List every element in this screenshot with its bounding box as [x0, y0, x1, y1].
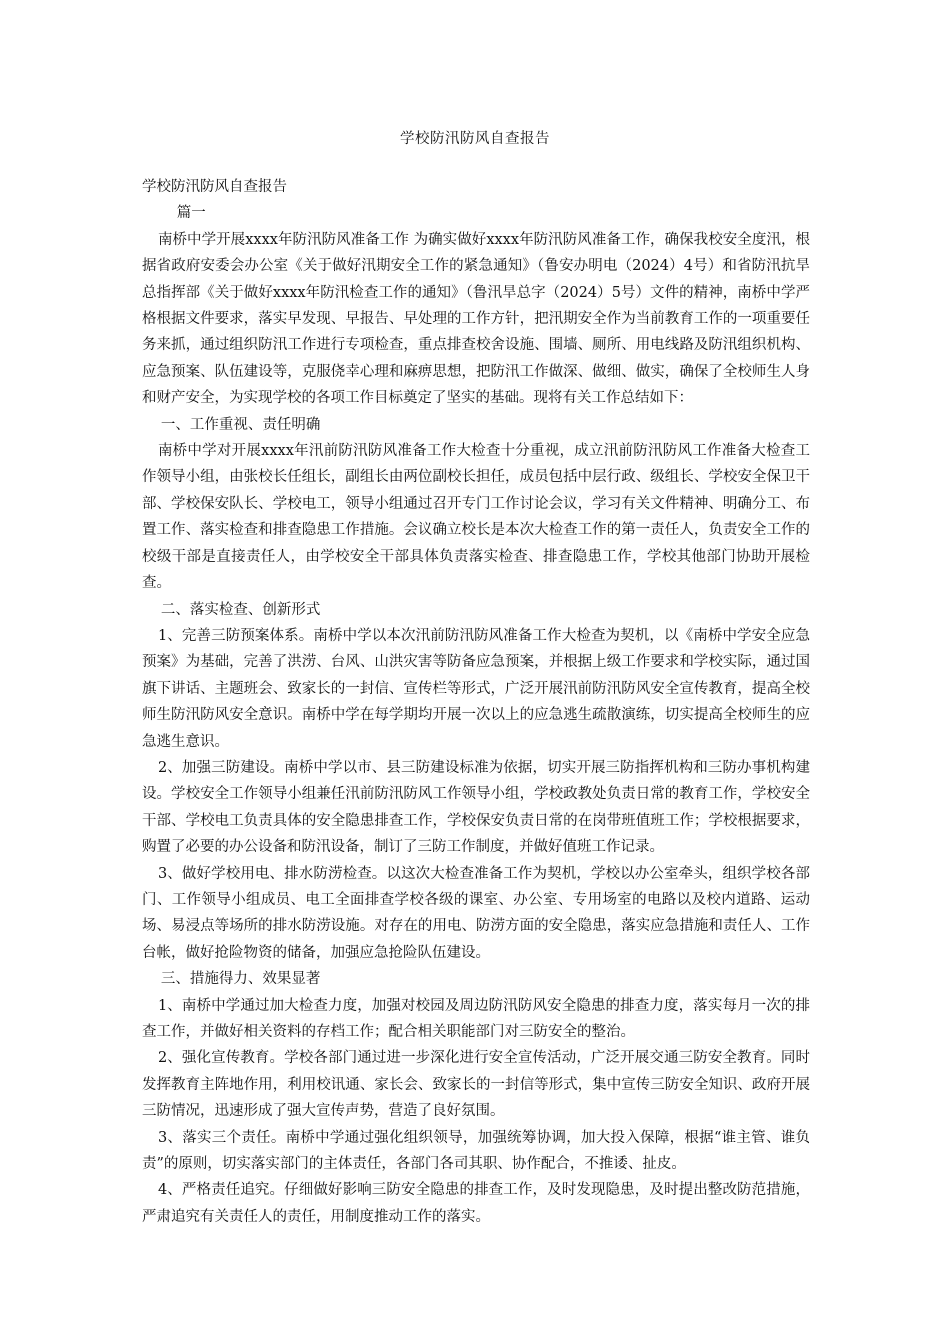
paragraph: 1、完善三防预案体系。南桥中学以本次汛前防汛防风准备工作大检查为契机，以《南桥中学安全应急预案》为基础，完善了洪涝、台风、山洪灾害等防备应急预案，并根据上级工作要求和学校实际，通过国旗下讲话、主题班会、致家长的一封信、宣传栏等形式，广泛开展汛前防汛防风安全宣传教育，提高全校师生防汛防风安全意识。南桥中学在每学期均开展一次以上的应急逃生疏散演练，切实提高全校师生的应急逃生意识。: [142, 627, 810, 750]
paragraph: 3、落实三个责任。南桥中学通过强化组织领导，加强统筹协调，加大投入保障，根据“谁主管、谁负责”的原则，切实落实部门的主体责任，各部门各司其职、协作配合，不推诿、扯皮。: [142, 1129, 810, 1173]
paragraph: 南桥中学对开展xxxx年汛前防汛防风准备工作大检查十分重视，成立汛前防汛防风工作准备大检查工作领导小组，由张校长任组长，副组长由两位副校长担任，成员包括中层行政、级组长、学校安全保卫干部、学校保安队长、学校电工，领导小组通过召开专门工作讨论会议，学习有关文件精神、明确分工、布置工作、落实检查和排查隐患工作措施。会议确立校长是本次大检查工作的第一责任人，负责安全工作的校级干部是直接责任人，由学校安全干部具体负责落实检查、排查隐患工作，学校其他部门协助开展检查。: [142, 443, 810, 592]
paragraph: 1、南桥中学通过加大检查力度，加强对校园及周边防汛防风安全隐患的排查力度，落实每月一次的排查工作，并做好相关资料的存档工作；配合相关职能部门对三防安全的整治。: [142, 997, 810, 1040]
section-heading: 一、工作重视、责任明确: [160, 416, 321, 433]
paragraph: 3、做好学校用电、排水防涝检查。以这次大检查准备工作为契机，学校以办公室牵头，组织学校各部门、工作领导小组成员、电工全面排查学校各级的课室、办公室、专用场室的电路以及校内道路、运动场、易浸点等场所的排水防涝设施。对存在的用电、防涝方面的安全隐患，落实应急措施和责任人、工作台帐，做好抢险物资的储备，加强应急抢险队伍建设。: [142, 865, 810, 961]
paragraph: 南桥中学开展xxxx年防汛防风准备工作 为确实做好xxxx年防汛防风准备工作，确保我校安全度汛，根据省政府安委会办公室《关于做好汛期安全工作的紧急通知》（鲁安办明电（2024）4号）和省防汛抗旱总指挥部《关于做好xxxx年防汛检查工作的通知》（鲁汛旱总字（2024）5号）文件的精神，南桥中学严格根据文件要求，落实早发现、早报告、早处理的工作方针，把汛期安全作为当前教育工作的一项重要任务来抓，通过组织防汛工作进行专项检查，重点排查校舍设施、围墙、厕所、用电线路及防汛组织机构、应急预案、队伍建设等，克服侥幸心理和麻痹思想，把防汛工作做深、做细、做实，确保了全校师生人身和财产安全，为实现学校的各项工作目标奠定了坚实的基础。现将有关工作总结如下：: [142, 231, 810, 407]
paragraph: 2、加强三防建设。南桥中学以市、县三防建设标准为依据，切实开展三防指挥机构和三防办事机构建设。学校安全工作领导小组兼任汛前防汛防风工作领导小组，学校政教处负责日常的教育工作，学校安全干部、学校电工负责具体的安全隐患排查工作，学校保安负责日常的在岗带班值班工作；学校根据要求，购置了必要的办公设备和防汛设备，制订了三防工作制度，并做好值班工作记录。: [142, 759, 810, 856]
paragraph: 2、强化宣传教育。学校各部门通过进一步深化进行安全宣传活动，广泛开展交通三防安全教育。同时发挥教育主阵地作用，利用校讯通、家长会、致家长的一封信等形式，集中宣传三防安全知识、政府开展三防情况，迅速形成了强大宣传声势，营造了良好氛围。: [142, 1050, 810, 1120]
section-heading: 三、措施得力、效果显著: [160, 971, 321, 988]
piece-label: 篇一: [176, 205, 206, 222]
paragraph: 4、严格责任追究。仔细做好影响三防安全隐患的排查工作，及时发现隐患，及时提出整改防范措施，严肃追究有关责任人的责任，用制度推动工作的落实。: [142, 1182, 810, 1225]
document-body: [142, 174, 810, 1230]
document-title: 学校防汛防风自查报告: [400, 131, 550, 147]
section-heading: 二、落实检查、创新形式: [160, 601, 321, 618]
document-subtitle: 学校防汛防风自查报告: [142, 179, 287, 195]
paragraph-list: [142, 227, 810, 1230]
